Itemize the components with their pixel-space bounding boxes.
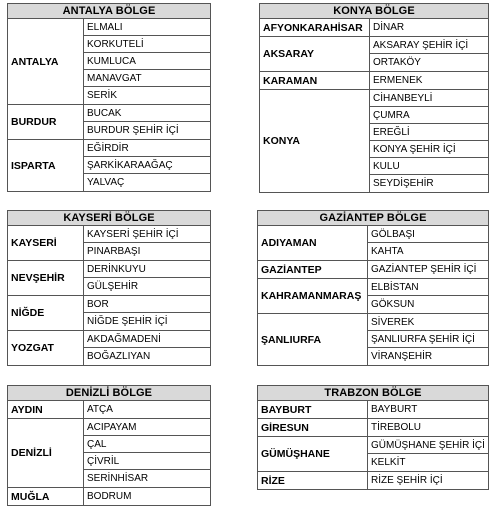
district-cell: ŞARKİKARAAĞAÇ xyxy=(84,157,210,174)
district-list xyxy=(368,261,488,278)
district-list xyxy=(84,419,210,487)
district-list xyxy=(370,72,488,89)
district-cell: DİNAR xyxy=(373,22,405,33)
district-cell: EREĞLİ xyxy=(370,124,488,141)
province-group-gaziantep xyxy=(258,261,488,279)
district-cell: KELKİT xyxy=(371,457,406,468)
district-cell: ACIPAYAM xyxy=(84,419,210,436)
district-cell: AKDAĞMADENİ xyxy=(84,331,210,348)
province-group-mugla xyxy=(8,488,210,505)
district-list xyxy=(84,226,210,260)
district-list xyxy=(84,296,210,330)
district-list xyxy=(370,37,488,71)
district-cell: BURDUR ŞEHİR İÇİ xyxy=(87,125,179,136)
region-title: DENİZLİ BÖLGE xyxy=(8,386,210,401)
district-list xyxy=(368,419,488,436)
district-list xyxy=(84,19,210,104)
province-group-denizli xyxy=(8,419,210,488)
district-list xyxy=(84,401,210,418)
district-list xyxy=(368,401,488,418)
district-cell: ÇAL xyxy=(84,436,210,453)
district-cell: MANAVGAT xyxy=(84,70,210,87)
province-name: DENİZLİ xyxy=(8,419,84,487)
province-name: AFYONKARAHİSAR xyxy=(260,19,370,36)
district-cell: ELMALI xyxy=(84,19,210,36)
province-name: BURDUR xyxy=(8,105,84,139)
district-cell: KONYA ŞEHİR İÇİ xyxy=(370,141,488,158)
region-table-trabzon xyxy=(257,385,489,490)
province-group-giresun xyxy=(258,419,488,437)
district-cell: ŞANLIURFA ŞEHİR İÇİ xyxy=(368,331,488,348)
district-list xyxy=(368,314,488,365)
province-name: ŞANLIURFA xyxy=(258,314,368,365)
province-name: GİRESUN xyxy=(258,419,368,436)
district-cell: BOĞAZLIYAN xyxy=(87,351,151,362)
district-cell: GAZİANTEP ŞEHİR İÇİ xyxy=(371,264,477,275)
province-group-yozgat xyxy=(8,331,210,365)
region-table-kayseri xyxy=(7,210,211,366)
province-name: KAYSERİ xyxy=(8,226,84,260)
province-name: MUĞLA xyxy=(8,488,84,505)
district-list xyxy=(84,105,210,139)
province-group-bayburt xyxy=(258,401,488,419)
district-cell: ATÇA xyxy=(87,404,113,415)
district-cell: BAYBURT xyxy=(371,404,418,415)
province-name: NEVŞEHİR xyxy=(8,261,84,295)
province-name: YOZGAT xyxy=(8,331,84,365)
province-group-burdur xyxy=(8,105,210,140)
province-group-sanliurfa xyxy=(258,314,488,365)
province-name: BAYBURT xyxy=(258,401,368,418)
district-cell: KAYSERİ ŞEHİR İÇİ xyxy=(84,226,210,243)
region-table-konya xyxy=(259,3,489,193)
district-cell: YALVAÇ xyxy=(87,177,125,188)
district-cell: EĞİRDİR xyxy=(84,140,210,157)
district-cell: CİHANBEYLİ xyxy=(370,90,488,107)
district-list xyxy=(84,331,210,365)
province-name: KAHRAMANMARAŞ xyxy=(258,279,368,313)
district-cell: ÇİVRİL xyxy=(84,453,210,470)
district-list xyxy=(368,226,488,260)
district-cell: GÜMÜŞHANE ŞEHİR İÇİ xyxy=(368,437,488,454)
district-list xyxy=(84,488,210,505)
region-title: TRABZON BÖLGE xyxy=(258,386,488,401)
district-cell: ORTAKÖY xyxy=(373,57,421,68)
province-name: KONYA xyxy=(260,90,370,192)
district-list xyxy=(368,279,488,313)
district-cell: SEYDİŞEHİR xyxy=(373,178,434,189)
district-cell: KAHTA xyxy=(371,246,404,257)
district-cell: KULU xyxy=(370,158,488,175)
district-cell: ERMENEK xyxy=(373,75,423,86)
district-list xyxy=(368,472,488,489)
district-cell: SİVEREK xyxy=(368,314,488,331)
region-title: GAZİANTEP BÖLGE xyxy=(258,211,488,226)
district-list xyxy=(370,90,488,192)
district-cell: VİRANŞEHİR xyxy=(371,351,433,362)
province-group-gumushane xyxy=(258,437,488,472)
district-cell: TİREBOLU xyxy=(371,422,422,433)
province-name: AYDIN xyxy=(8,401,84,418)
province-group-aydin xyxy=(8,401,210,419)
province-name: ANTALYA xyxy=(8,19,84,104)
province-name: AKSARAY xyxy=(260,37,370,71)
region-table-antalya xyxy=(7,3,211,192)
district-cell: KORKUTELİ xyxy=(84,36,210,53)
district-cell: AKSARAY ŞEHİR İÇİ xyxy=(370,37,488,54)
district-cell: PINARBAŞI xyxy=(87,246,141,257)
region-table-denizli xyxy=(7,385,211,506)
region-table-gaziantep xyxy=(257,210,489,366)
province-group-nevsehir xyxy=(8,261,210,296)
province-name: NİĞDE xyxy=(8,296,84,330)
district-cell: DERİNKUYU xyxy=(84,261,210,278)
province-group-isparta xyxy=(8,140,210,191)
district-cell: ELBİSTAN xyxy=(368,279,488,296)
district-cell: BUCAK xyxy=(84,105,210,122)
district-cell: GÖLBAŞI xyxy=(368,226,488,243)
district-cell: KUMLUCA xyxy=(84,53,210,70)
district-cell: SERİNHİSAR xyxy=(87,473,149,484)
province-group-kahramanmaras xyxy=(258,279,488,314)
district-list xyxy=(370,19,488,36)
province-group-afyonkarahisar xyxy=(260,19,488,37)
province-name: RİZE xyxy=(258,472,368,489)
province-name: ISPARTA xyxy=(8,140,84,191)
province-name: ADIYAMAN xyxy=(258,226,368,260)
region-title: ANTALYA BÖLGE xyxy=(8,4,210,19)
province-group-rize xyxy=(258,472,488,489)
province-group-kayseri xyxy=(8,226,210,261)
district-cell: RİZE ŞEHİR İÇİ xyxy=(371,475,443,486)
district-cell: NİĞDE ŞEHİR İÇİ xyxy=(87,316,168,327)
province-group-aksaray xyxy=(260,37,488,72)
province-group-karaman xyxy=(260,72,488,90)
district-list xyxy=(84,261,210,295)
province-name: GAZİANTEP xyxy=(258,261,368,278)
district-cell: SERİK xyxy=(87,90,118,101)
province-group-konya xyxy=(260,90,488,192)
province-group-adiyaman xyxy=(258,226,488,261)
district-list xyxy=(368,437,488,471)
region-title: KAYSERİ BÖLGE xyxy=(8,211,210,226)
district-cell: GÜLŞEHİR xyxy=(87,281,139,292)
province-name: KARAMAN xyxy=(260,72,370,89)
region-title: KONYA BÖLGE xyxy=(260,4,488,19)
province-name: GÜMÜŞHANE xyxy=(258,437,368,471)
district-cell: BOR xyxy=(84,296,210,313)
province-group-antalya xyxy=(8,19,210,105)
district-cell: GÖKSUN xyxy=(371,299,415,310)
district-list xyxy=(84,140,210,191)
district-cell: BODRUM xyxy=(87,491,132,502)
province-group-nigde xyxy=(8,296,210,331)
district-cell: ÇUMRA xyxy=(370,107,488,124)
